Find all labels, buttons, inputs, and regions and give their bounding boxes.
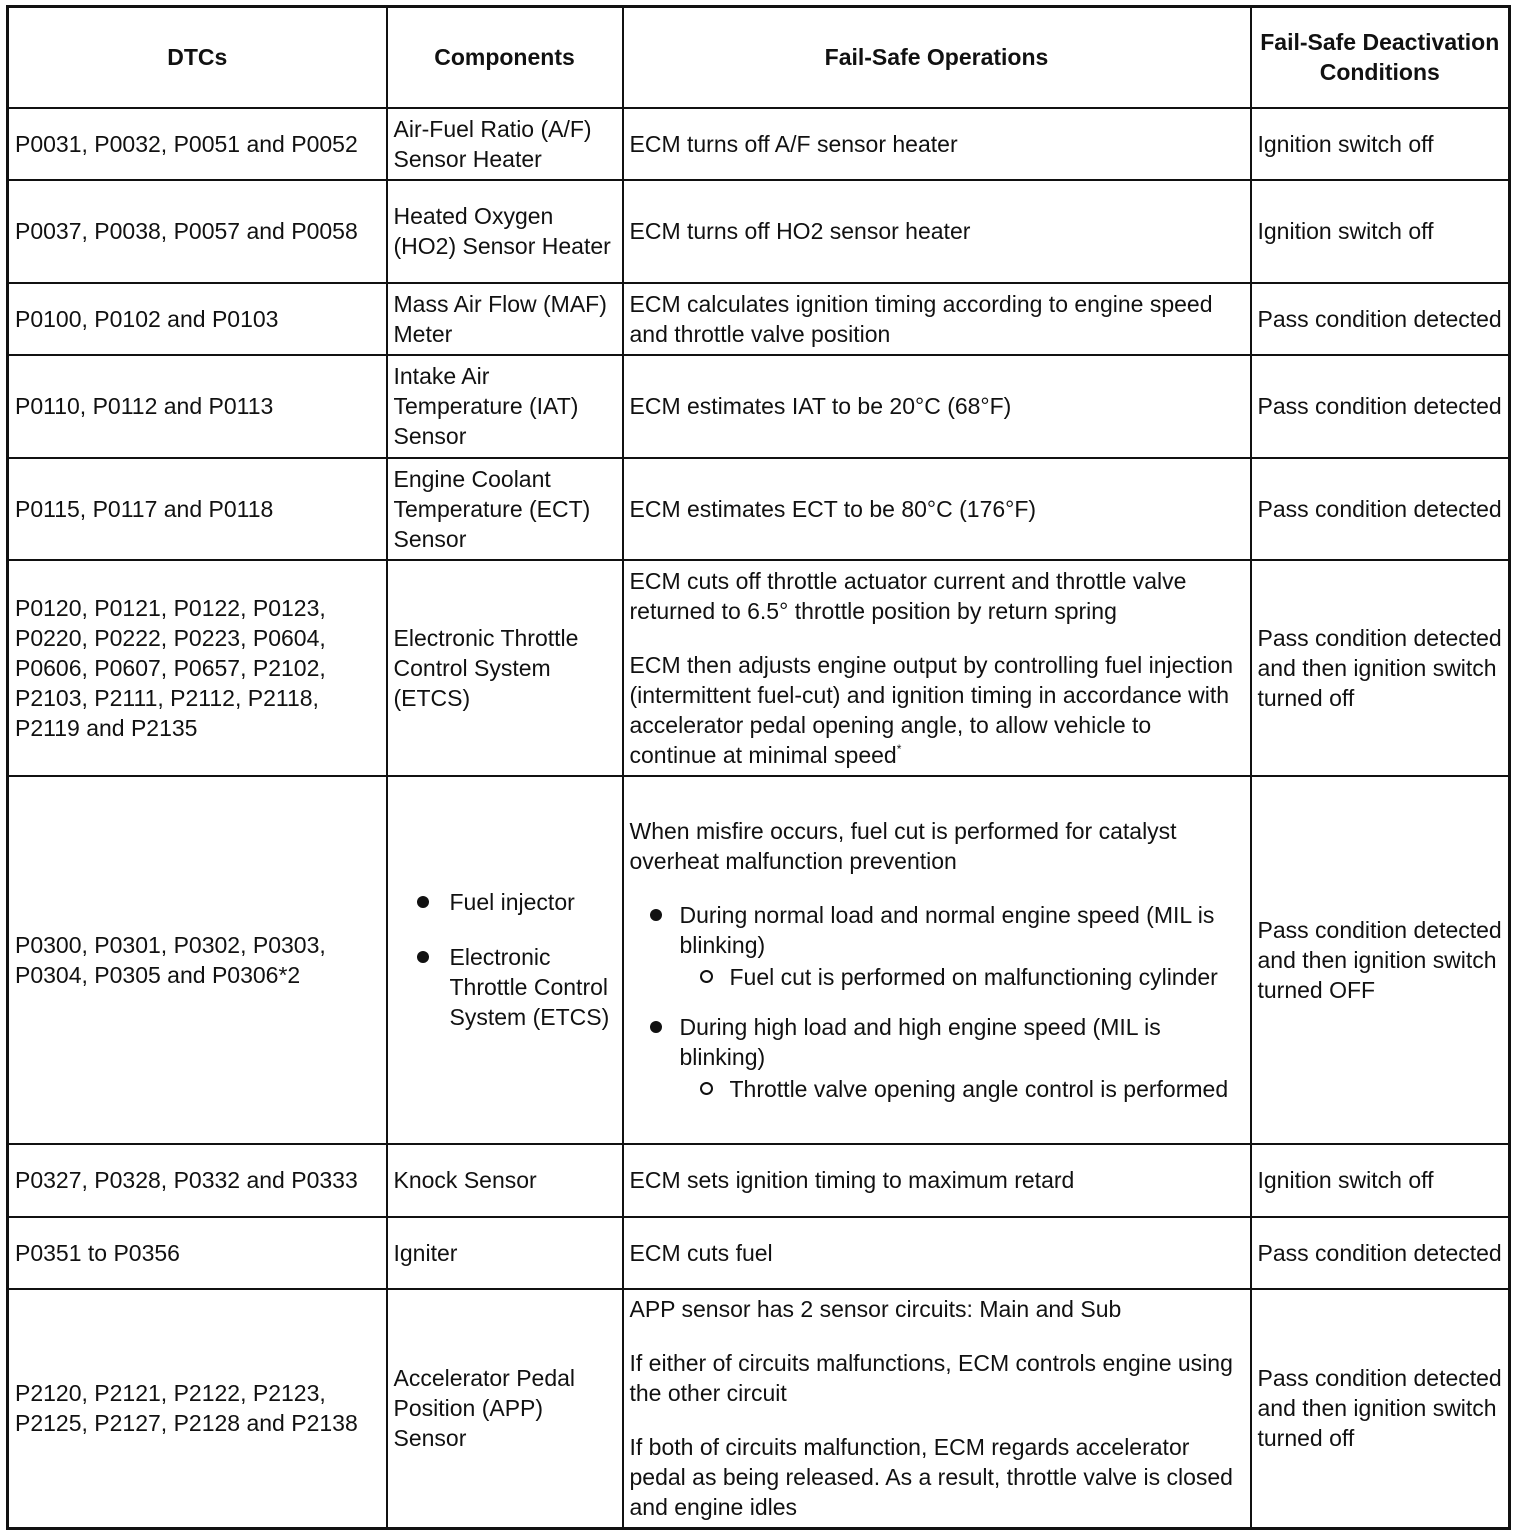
sub-bullet-list: [680, 1074, 1244, 1104]
table-row: [8, 458, 1510, 560]
component-cell: Knock Sensor: [387, 1144, 623, 1217]
component-cell: Accelerator Pedal Position (APP) Sensor: [387, 1289, 623, 1529]
table-row: [8, 776, 1510, 1144]
deactivation-cell: Ignition switch off: [1251, 180, 1510, 283]
component-cell: Air-Fuel Ratio (A/F) Sensor Heater: [387, 108, 623, 180]
header-row: [8, 7, 1510, 108]
operation-paragraph: [630, 650, 1244, 770]
dtc-cell: P0110, P0112 and P0113: [8, 355, 387, 458]
operation-paragraph: ECM cuts off throttle actuator current and throttle valve returned to 6.5° throttle position by return spring: [629, 567, 1187, 624]
operation-cell: ECM sets ignition timing to maximum retard: [623, 1144, 1251, 1217]
deactivation-cell: Ignition switch off: [1251, 108, 1510, 180]
component-cell: Electronic Throttle Control System (ETCS): [387, 560, 623, 776]
operation-cell: [623, 1289, 1251, 1529]
deactivation-cell: Pass condition detected: [1251, 1217, 1510, 1289]
deactivation-cell: Pass condition detected: [1251, 355, 1510, 458]
table-row: [8, 180, 1510, 283]
header-dtcs: DTCs: [8, 7, 387, 108]
fail-safe-table: [6, 5, 1511, 1530]
operation-cell: [623, 776, 1251, 1144]
component-cell: Mass Air Flow (MAF) Meter: [387, 283, 623, 355]
footnote-marker: *: [896, 741, 902, 756]
dtc-cell: P0037, P0038, P0057 and P0058: [8, 180, 387, 283]
deactivation-cell: Pass condition detected and then ignition switch turned off: [1251, 1289, 1510, 1529]
operation-cell: ECM cuts fuel: [623, 1217, 1251, 1289]
table-row: [8, 355, 1510, 458]
component-cell: Igniter: [387, 1217, 623, 1289]
bullet-text: During normal load and normal engine speed (MIL is blinking): [679, 901, 1215, 958]
component-cell: [387, 776, 623, 1144]
deactivation-cell: Pass condition detected and then ignition switch turned OFF: [1251, 776, 1510, 1144]
operation-cell: ECM turns off A/F sensor heater: [623, 108, 1251, 180]
list-item: [650, 900, 1244, 992]
dtc-cell: P0120, P0121, P0122, P0123, P0220, P0222, P0223, P0604, P0606, P0607, P0657, P2102, P2103, P2111, P2112, P2118, P2119 and P2135: [8, 560, 387, 776]
operation-cell: [623, 560, 1251, 776]
dtc-cell: P0300, P0301, P0302, P0303, P0304, P0305 and P0306*2: [8, 776, 387, 1144]
component-cell: Engine Coolant Temperature (ECT) Sensor: [387, 458, 623, 560]
component-cell: Heated Oxygen (HO2) Sensor Heater: [387, 180, 623, 283]
header-operations: Fail-Safe Operations: [623, 7, 1251, 108]
component-list: [394, 887, 616, 1032]
operation-paragraph: If both of circuits malfunction, ECM regards accelerator pedal as being released. As a result, throttle valve is closed and engine idles: [629, 1434, 1233, 1521]
dtc-cell: P0115, P0117 and P0118: [8, 458, 387, 560]
table-row: [8, 283, 1510, 355]
operation-cell: ECM turns off HO2 sensor heater: [623, 180, 1251, 283]
list-item: Throttle valve opening angle control is performed: [698, 1074, 1244, 1104]
header-deactivation: Fail-Safe Deactivation Conditions: [1251, 7, 1510, 108]
list-item: [650, 1012, 1244, 1104]
operation-text: ECM then adjusts engine output by controlling fuel injection (intermittent fuel-cut) and ignition timing in accordance with accelerator pedal opening angle, to allow vehicle to continue at minimal speed: [629, 651, 1233, 768]
table-row: [8, 1144, 1510, 1217]
operation-paragraph: If either of circuits malfunctions, ECM controls engine using the other circuit: [629, 1350, 1233, 1407]
operation-paragraph: When misfire occurs, fuel cut is performed for catalyst overheat malfunction prevention: [629, 817, 1177, 874]
deactivation-cell: Pass condition detected and then ignition switch turned off: [1251, 560, 1510, 776]
dtc-cell: P2120, P2121, P2122, P2123, P2125, P2127, P2128 and P2138: [8, 1289, 387, 1529]
header-components: Components: [387, 7, 623, 108]
operation-cell: ECM estimates IAT to be 20°C (68°F): [623, 355, 1251, 458]
deactivation-cell: Pass condition detected: [1251, 283, 1510, 355]
deactivation-cell: Ignition switch off: [1251, 1144, 1510, 1217]
operation-cell: ECM calculates ignition timing according to engine speed and throttle valve position: [623, 283, 1251, 355]
table-row: [8, 560, 1510, 776]
list-item: Electronic Throttle Control System (ETCS): [414, 942, 616, 1032]
deactivation-cell: Pass condition detected: [1251, 458, 1510, 560]
dtc-cell: P0100, P0102 and P0103: [8, 283, 387, 355]
operation-paragraph: APP sensor has 2 sensor circuits: Main and Sub: [629, 1296, 1122, 1323]
table-row: [8, 108, 1510, 180]
bullet-text: During high load and high engine speed (MIL is blinking): [679, 1013, 1161, 1070]
dtc-cell: P0351 to P0356: [8, 1217, 387, 1289]
table-row: [8, 1289, 1510, 1529]
dtc-cell: P0031, P0032, P0051 and P0052: [8, 108, 387, 180]
operation-cell: ECM estimates ECT to be 80°C (176°F): [623, 458, 1251, 560]
sub-bullet-list: [680, 962, 1244, 992]
component-cell: Intake Air Temperature (IAT) Sensor: [387, 355, 623, 458]
table-row: [8, 1217, 1510, 1289]
list-item: Fuel injector: [414, 887, 616, 917]
list-item: Fuel cut is performed on malfunctioning cylinder: [698, 962, 1244, 992]
operation-bullet-list: [630, 900, 1244, 1104]
dtc-cell: P0327, P0328, P0332 and P0333: [8, 1144, 387, 1217]
